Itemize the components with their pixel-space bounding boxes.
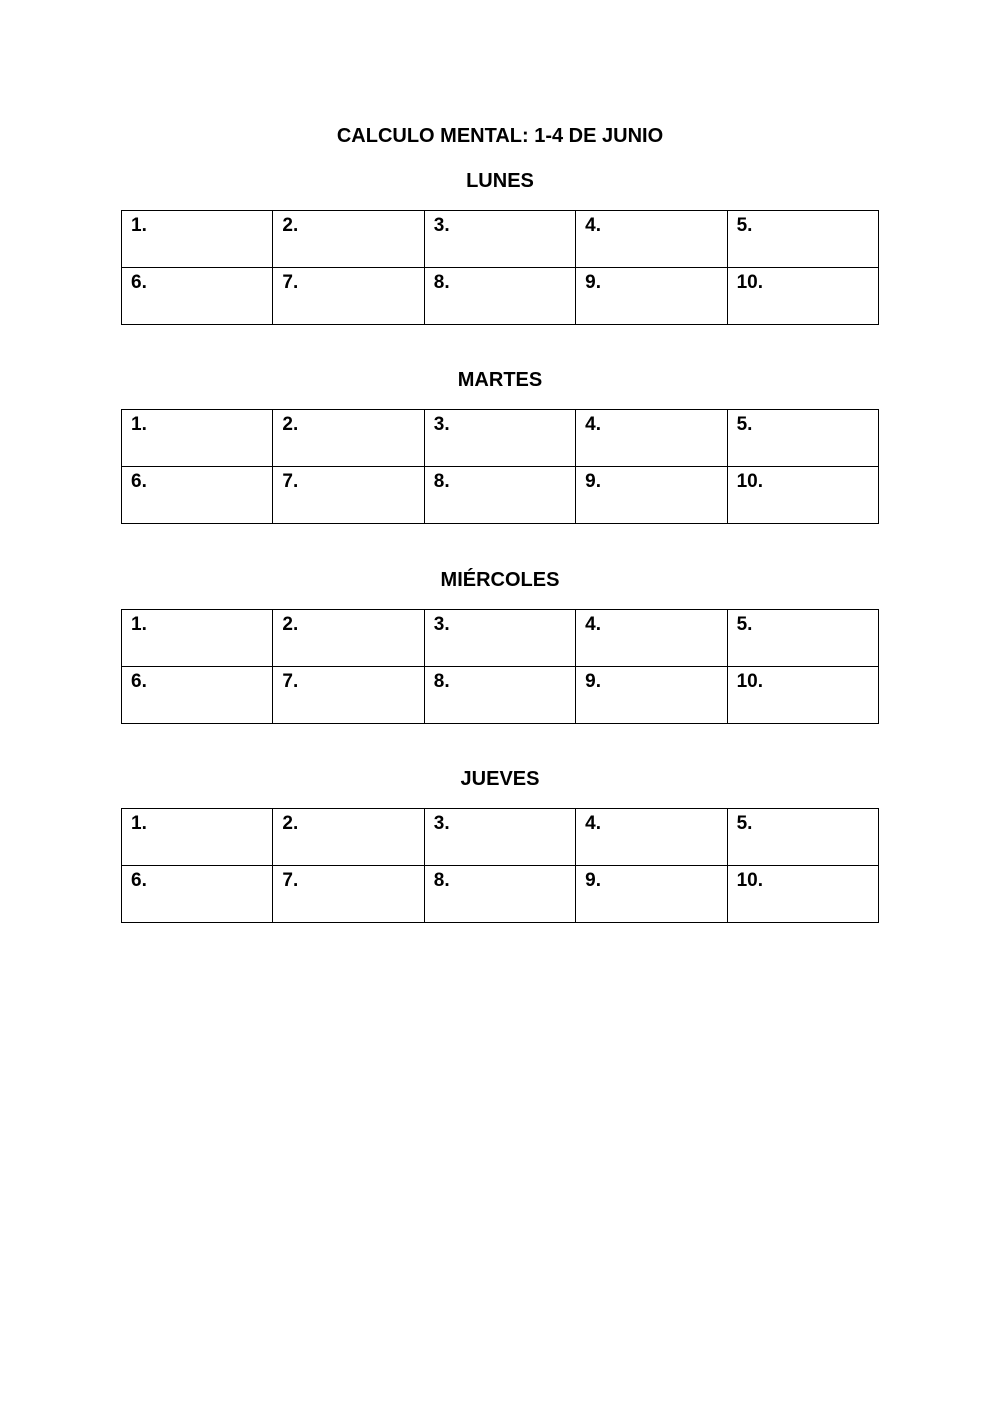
answer-cell[interactable] [122, 667, 273, 724]
day-title-martes: MARTES [457, 369, 543, 391]
item-number: 7. [282, 272, 299, 293]
answer-cell[interactable] [576, 610, 727, 667]
item-number: 3. [433, 813, 450, 834]
table-row [122, 467, 879, 524]
item-number: 4. [585, 414, 602, 435]
answer-cell[interactable] [424, 610, 575, 667]
answer-cell[interactable] [273, 467, 424, 524]
table-row [122, 268, 879, 325]
answer-table-miercoles [121, 609, 879, 724]
answer-cell[interactable] [122, 410, 273, 467]
answer-cell[interactable] [122, 866, 273, 923]
item-number: 6. [131, 671, 147, 692]
item-number: 1. [131, 414, 147, 435]
day-title-lunes: LUNES [466, 170, 534, 192]
answer-cell[interactable] [424, 866, 575, 923]
answer-cell[interactable] [727, 809, 878, 866]
answer-cell[interactable] [273, 866, 424, 923]
answer-cell[interactable] [727, 667, 878, 724]
item-number: 10. [736, 671, 763, 692]
item-number: 3. [433, 414, 450, 435]
table-row [122, 410, 879, 467]
answer-cell[interactable] [273, 268, 424, 325]
item-number: 4. [585, 614, 602, 635]
answer-table-jueves [121, 808, 879, 923]
answer-cell[interactable] [273, 410, 424, 467]
table-row [122, 667, 879, 724]
day-title-jueves: JUEVES [460, 768, 540, 790]
item-number: 3. [433, 215, 450, 236]
table-row [122, 610, 879, 667]
answer-cell[interactable] [727, 866, 878, 923]
answer-cell[interactable] [727, 610, 878, 667]
item-number: 9. [585, 671, 602, 692]
answer-cell[interactable] [122, 610, 273, 667]
answer-cell[interactable] [424, 268, 575, 325]
answer-cell[interactable] [727, 211, 878, 268]
item-number: 9. [585, 870, 602, 891]
item-number: 5. [736, 614, 753, 635]
item-number: 8. [433, 870, 450, 891]
item-number: 7. [282, 471, 299, 492]
answer-cell[interactable] [122, 467, 273, 524]
answer-cell[interactable] [576, 268, 727, 325]
answer-cell[interactable] [273, 610, 424, 667]
answer-cell[interactable] [424, 667, 575, 724]
item-number: 1. [131, 215, 147, 236]
item-number: 2. [282, 215, 299, 236]
item-number: 2. [282, 614, 299, 635]
answer-cell[interactable] [576, 809, 727, 866]
answer-cell[interactable] [576, 211, 727, 268]
item-number: 6. [131, 272, 147, 293]
answer-cell[interactable] [424, 467, 575, 524]
item-number: 10. [736, 272, 763, 293]
item-number: 3. [433, 614, 450, 635]
answer-cell[interactable] [122, 211, 273, 268]
item-number: 1. [131, 813, 147, 834]
item-number: 10. [736, 870, 763, 891]
item-number: 5. [736, 813, 753, 834]
item-number: 9. [585, 272, 602, 293]
answer-cell[interactable] [727, 467, 878, 524]
answer-cell[interactable] [727, 268, 878, 325]
item-number: 8. [433, 671, 450, 692]
item-number: 4. [585, 813, 602, 834]
answer-cell[interactable] [576, 410, 727, 467]
item-number: 7. [282, 671, 299, 692]
answer-cell[interactable] [424, 410, 575, 467]
item-number: 5. [736, 215, 753, 236]
table-row [122, 211, 879, 268]
day-title-miercoles: MIÉRCOLES [440, 569, 560, 591]
item-number: 7. [282, 870, 299, 891]
item-number: 2. [282, 813, 299, 834]
page-title: CALCULO MENTAL: 1-4 DE JUNIO [336, 125, 664, 147]
answer-cell[interactable] [273, 809, 424, 866]
answer-cell[interactable] [273, 211, 424, 268]
answer-cell[interactable] [576, 667, 727, 724]
answer-cell[interactable] [273, 667, 424, 724]
item-number: 6. [131, 870, 147, 891]
answer-cell[interactable] [424, 211, 575, 268]
item-number: 1. [131, 614, 147, 635]
answer-table-martes [121, 409, 879, 524]
answer-table-lunes [121, 210, 879, 325]
answer-cell[interactable] [424, 809, 575, 866]
item-number: 6. [131, 471, 147, 492]
answer-cell[interactable] [122, 809, 273, 866]
item-number: 8. [433, 272, 450, 293]
table-row [122, 866, 879, 923]
item-number: 4. [585, 215, 602, 236]
answer-cell[interactable] [727, 410, 878, 467]
item-number: 5. [736, 414, 753, 435]
answer-cell[interactable] [576, 467, 727, 524]
table-row [122, 809, 879, 866]
item-number: 10. [736, 471, 763, 492]
item-number: 9. [585, 471, 602, 492]
item-number: 8. [433, 471, 450, 492]
answer-cell[interactable] [122, 268, 273, 325]
item-number: 2. [282, 414, 299, 435]
answer-cell[interactable] [576, 866, 727, 923]
